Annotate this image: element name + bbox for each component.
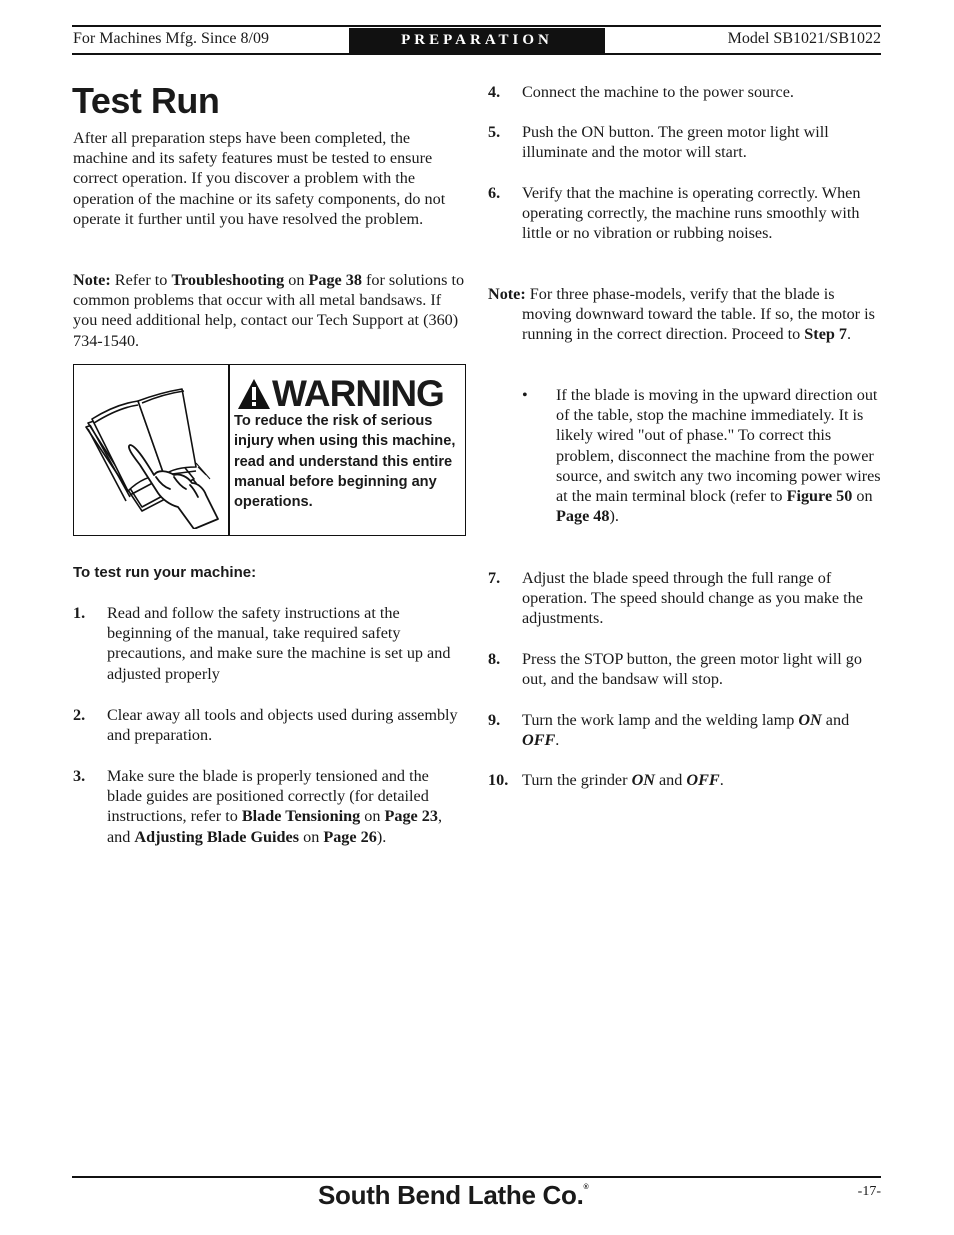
step-text: Clear away all tools and objects used during assembly and preparation. [107,706,458,745]
step-text-part: , and [107,807,443,846]
on-label: ON [798,711,822,729]
note-body [488,284,882,345]
registered-mark: ® [583,1184,589,1191]
note-text: For three phase-models, verify that the blade is moving downward toward the table. If so, the motor is running in the correct direction. Proceed to [522,285,875,344]
bullet-dot: • [522,386,528,404]
note-text: Refer to [110,271,172,289]
bullet-text-part: ). [609,507,619,526]
footer-rule [72,1176,881,1178]
step-text-part: and [654,771,687,789]
brand-name: South Bend Lathe Co. [318,1180,584,1210]
note-text: . [847,325,852,344]
page-ref: Page 26 [323,827,377,846]
bullet-text-part: on [852,487,873,506]
note-text: on [284,271,309,289]
step-number: 7. [488,569,501,587]
warning-message: To reduce the risk of serious injury when using this machine, read and understand this entire manual before beginning any operations. [234,413,456,511]
adjusting-blade-guides-ref: Adjusting Blade Guides [134,827,300,846]
step-text: Push the ON button. The green motor light will illuminate and the motor will start. [522,123,829,162]
step-text [522,770,882,790]
note-lead: Note: [488,285,526,303]
warning-title: WARNING [272,373,444,414]
header-rule-bottom [72,53,881,55]
header-manufacture-date: For Machines Mfg. Since 8/09 [73,30,269,47]
step-text-part: on [299,827,324,846]
step-number: 1. [73,604,86,622]
step-text-part: Turn the grinder [522,771,632,789]
off-label: OFF [686,771,720,789]
header-rule-top [72,25,881,27]
step-ref: Step 7 [804,325,848,344]
step-number: 8. [488,650,501,668]
figure-ref: Figure 50 [786,487,853,506]
step-text [522,710,882,750]
step-number: 3. [73,767,86,785]
page-number: -17- [857,1184,881,1199]
brand-logo [318,1180,588,1211]
page-title: Test Run [72,80,220,121]
step-text: Adjust the blade speed through the full range of operation. The speed should change as you make the adjustments. [522,569,863,628]
procedure-heading: To test run your machine: [73,564,257,581]
step-text-part: . [719,771,724,789]
step-text: Verify that the machine is operating correctly. When operating correctly, the machine runs smoothly with little or no vibration or rubbing noises. [522,184,861,243]
warning-triangle-icon [237,378,271,410]
note-text: for solutions to common problems that occur with all metal bandsaws. If you need additional help, contact our Tech Support at (360) 734-1540. [73,271,465,350]
bullet-text-part: If the blade is moving in the upward direction out of the table, stop the machine immediately. It is likely wired "out of phase." To correct this problem, disconnect the machine from the power source, and switch any two incoming power wires at the main terminal block (refer to [556,386,881,506]
step-number: 9. [488,711,501,729]
step-text-part: Turn the work lamp and the welding lamp [522,711,799,729]
step-number: 2. [73,706,86,724]
troubleshooting-note [73,270,468,351]
bullet-text [556,385,882,526]
step-text-part: on [360,807,385,826]
page-ref: Page 38 [308,271,362,289]
header-model: Model SB1021/SB1022 [727,30,881,47]
on-label: ON [631,771,655,789]
step-number: 4. [488,83,501,101]
warning-box [73,364,466,536]
step-text-part: and [821,711,850,729]
step-text: Connect the machine to the power source. [522,83,794,101]
step-text [107,766,467,847]
step-text-part: . [555,731,560,750]
step-text: Press the STOP button, the green motor light will go out, and the bandsaw will stop. [522,650,862,689]
three-phase-note [488,284,882,345]
page-ref: Page 48 [556,507,610,526]
step-text: Read and follow the safety instructions at the beginning of the manual, take required safety precautions, and make sure the machine is set up and adjusted properly [107,604,451,683]
blade-tensioning-ref: Blade Tensioning [241,807,361,826]
warning-divider [228,365,230,535]
step-number: 6. [488,184,501,202]
step-number: 5. [488,123,501,141]
note-lead: Note: [73,271,111,289]
off-label: OFF [522,731,556,750]
manual-reading-hand-icon [78,379,224,529]
warning-heading [237,373,444,415]
troubleshooting-ref: Troubleshooting [171,271,285,289]
step-text-part: ). [376,827,387,846]
step-text-part: Make sure the blade is properly tensioned and the blade guides are positioned correctly (for detailed instructions, refer to [107,767,429,826]
step-number: 10. [488,771,509,789]
header-section-label: PREPARATION [349,28,605,53]
page-ref: Page 23 [384,807,438,826]
intro-paragraph: After all preparation steps have been completed, the machine and its safety features must be tested to ensure correct operation. If you discover a problem with the operation of the machine or its safety components, do not operate it further until you have resolved the problem. [73,129,446,228]
